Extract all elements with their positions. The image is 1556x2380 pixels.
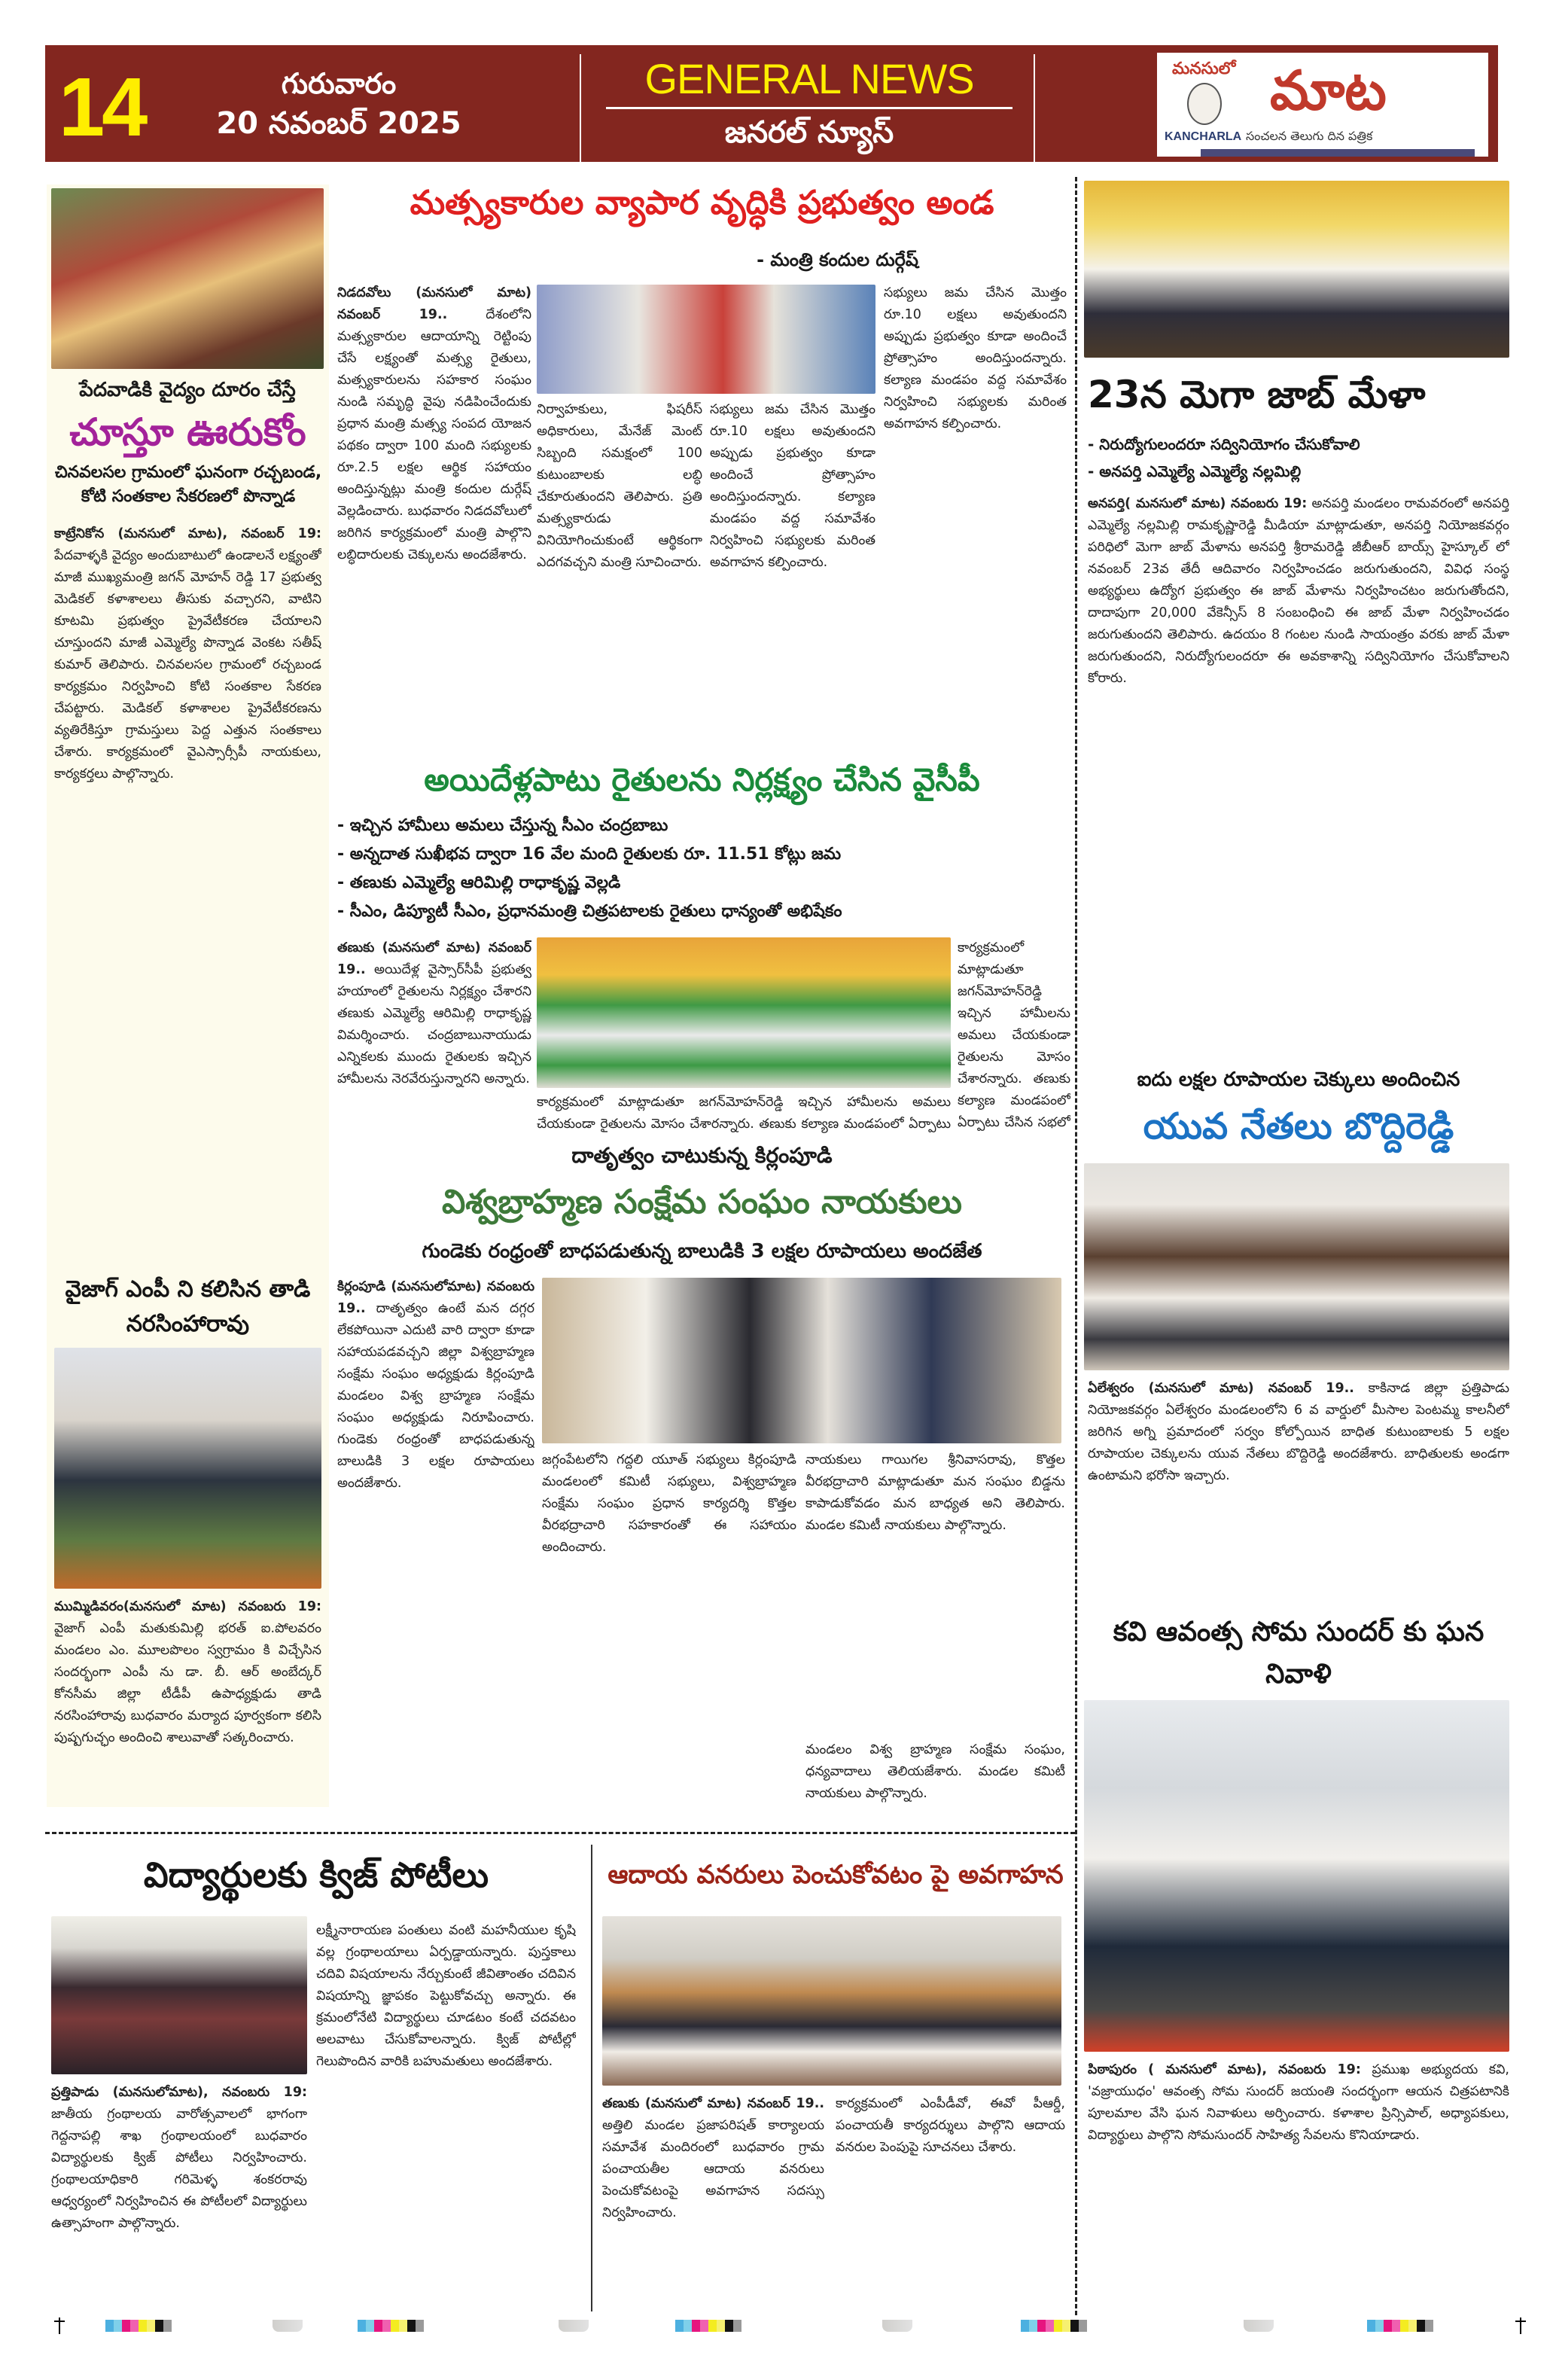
color-swatch <box>1062 2320 1070 2332</box>
jobmela-body-text: అనపర్తి మండలం రామవరంలో అనపర్తి ఎమ్మెల్యే నల్లమిల్లి రామకృష్ణారెడ్డి మీడియా మాట్లాడుతూ, అనపర్తి నియోజకవర్గం పరిధిలో మెగా జాబ్ మేళాను అనపర్తి శ్రీరామరెడ్డి జీబీఆర్ బాయ్స్ హైస్కూల్ లో నవంబర్ 23వ తేదీ ఆదివారం నిర్వహించడం జరుగుతుందని, వివిధ సంస్థ అభ్యర్థులు ఉద్యోగ ప్రభుత్వం ఈ జాబ్ మేళాను నిర్వహించటం జరుగుతోందని, దాదాపుగా 20,000 వేకెన్సీస్ 8 సంబంధించి ఈ జాబ్ మేళా నిర్వహించడం జరుగుతుందని తెలిపారు. ఉదయం 8 గంటల నుండి సాయంత్రం వరకు జాబ్ మేళా జరుగుతుందని, నిరుద్యోగులందరూ ఈ అవకాశాన్ని సద్వినియోగం చేసుకోవాలని కోరారు. <box>1088 496 1509 686</box>
farmers-photo-caption-text: కార్యక్రమంలో మాట్లాడుతూ జగన్‌మోహన్‌రెడ్డి ఇచ్చిన హామీలను అమలు చేయకుండా రైతులను మోసం చేశారన్నారు. తణుకు కల్యాణ మండపంలో ఏర్పాటు <box>537 1095 951 1132</box>
vishwabrahmana-photo <box>542 1278 1061 1443</box>
farmers-body-col1 <box>337 937 531 1133</box>
gray-patch <box>559 2320 589 2332</box>
color-swatch <box>114 2320 122 2332</box>
revenue-headline: ఆదాయ వనరులు పెంచుకోవటం పై అవగాహన <box>607 1860 1064 1890</box>
cheques-headline: యువ నేతలు బొద్దిరెడ్డి <box>1143 1105 1454 1147</box>
column-rule <box>591 1845 592 2311</box>
vishwabrahmana-dateline: కిర్లంపూడి (మనసులోమాట) నవంబరు 19.. <box>337 1279 534 1316</box>
color-swatch <box>407 2320 416 2332</box>
color-swatch <box>692 2320 700 2332</box>
section-title-rule <box>606 107 1012 109</box>
color-swatch <box>130 2320 139 2332</box>
column-divider <box>1075 177 1077 2315</box>
farmers-body-col2: కార్యక్రమంలో మాట్లాడుతూ జగన్‌మోహన్‌రెడ్డి ఇచ్చిన హామీలను అమలు చేయకుండా రైతులను మోసం చేశారన్నారు. తణుకు కల్యాణ మండపంలో ఏర్పాటు చేసిన సభలో <box>958 940 1070 1130</box>
color-bar <box>675 2320 741 2332</box>
color-swatch <box>416 2320 424 2332</box>
color-swatch <box>1070 2320 1079 2332</box>
color-swatch <box>1400 2320 1408 2332</box>
page-number: 14 <box>59 61 145 154</box>
color-swatch <box>374 2320 382 2332</box>
vizag-headline: వైజాగ్ ఎంపీ ని కలిసిన తాడి నరసింహారావు <box>65 1276 311 1337</box>
vishwabrahmana-body-col3: నాయకులు గాయిగల శ్రీనివాసరావు, కొత్తల వీరభద్రాచారి మాట్లాడుతూ మన సంఘం బిడ్డను కాపాడుకోవడం మన బాధ్యత అని తెలిపారు. మండల కమిటీ నాయకులు పాల్గొన్నారు. <box>805 1452 1065 1533</box>
cheques-photo <box>1084 1163 1509 1370</box>
logo-bar <box>1201 149 1475 157</box>
poet-headline: కవి ఆవంత్స సోమ సుందర్ కు ఘన నివాళి <box>1113 1617 1484 1690</box>
color-swatch <box>1054 2320 1062 2332</box>
issue-date: 20 నవంబర్ 2025 <box>216 106 461 141</box>
logo-brand: KANCHARLA <box>1165 130 1242 143</box>
color-swatch <box>1021 2320 1029 2332</box>
vishwabrahmana-body-col2: జగ్గంపేటలోని గద్దలి యూత్ సభ్యులు కిర్లంపూడి మండలంలో కమిటీ సభ్యులు, విశ్వబ్రాహ్మణ సంక్షేమ సంఘం ప్రధాన కార్యదర్శి కొత్తల వీరభద్రాచారి సహకారంతో ఈ సహాయం అందించారు. <box>542 1452 796 1555</box>
fishermen-body-col3: సభ్యులు జమ చేసిన మొత్తం రూ.10 లక్షలు అవుతుందని అప్పుడు ప్రభుత్వం కూడా అందించే ప్రోత్సాహం అందిస్తుందన్నారు. కల్యాణ మండపం వద్ద సమావేశం నిర్వహించి సభ్యులకు మరింత అవగాహన కల్పించారు. <box>884 285 1067 431</box>
color-swatch <box>139 2320 147 2332</box>
color-bar <box>358 2320 424 2332</box>
color-swatch <box>366 2320 374 2332</box>
color-swatch <box>1367 2320 1375 2332</box>
cheques-kicker: ఐదు లక్షల రూపాయల చెక్కులు అందించిన <box>1137 1068 1460 1091</box>
logo-tagline: సంచలన తెలుగు దిన పత్రిక <box>1246 129 1373 143</box>
vizag-body <box>54 1596 321 1815</box>
poet-photo <box>1084 1700 1509 2052</box>
quiz-headline: విద్యార్థులకు క్విజ్ పోటీలు <box>143 1854 489 1895</box>
vishwabrahmana-headline: విశ్వబ్రాహ్మణ సంక్షేమ సంఘం నాయకులు <box>442 1183 962 1221</box>
gray-patch <box>273 2320 303 2332</box>
quiz-photo <box>51 1916 307 2074</box>
vishwabrahmana-body-text: దాతృత్వం ఉంటే మన దగ్గర లేకపోయినా ఎదుటి వారి ద్వారా కూడా సహాయపడవచ్చని జిల్లా విశ్వబ్రాహ్మణ సంక్షేమ సంఘం అధ్యక్షుడు కిర్లంపూడి మండలం విశ్వ బ్రాహ్మణ సంక్షేమ సంఘం అధ్యక్షుడు నిరూపించారు. గుండెకు రంధ్రంతో బాధపడుతున్న బాలుడికి 3 లక్షల రూపాయలు అందజేశారు. <box>337 1301 534 1491</box>
color-swatch <box>1425 2320 1433 2332</box>
color-swatch <box>1046 2320 1054 2332</box>
fishermen-body-text: దేశంలోని మత్స్యకారుల ఆదాయాన్ని రెట్టింపు చేసే లక్ష్యంతో మత్స్య రైతులు, మత్స్యకారులను సహకార సంఘం నుండి సమృద్ధి వైపు నడిపించేందుకు ప్రధాన మంత్రి మత్స్య సంపద యోజన పథకం ద్వారా 100 మంది సభ్యులకు రూ.2.5 లక్షల ఆర్థిక సహాయం అందిస్తున్నట్లు మంత్రి కందుల దుర్గేష్ వెల్లడించారు. బుధవారం నిడదవోలులో జరిగిన కార్యక్రమంలో మంత్రి పాల్గొని లబ్ధిదారులకు చెక్కులను అందజేశారు. <box>337 307 531 562</box>
farmers-photo <box>537 937 951 1088</box>
section-title <box>591 54 1028 151</box>
fishermen-body-col2b: సభ్యులు జమ చేసిన మొత్తం రూ.10 లక్షలు అవుతుందని అప్పుడు ప్రభుత్వం కూడా అందించే ప్రోత్సాహం అందిస్తుందన్నారు. కల్యాణ మండపం వద్ద సమావేశం నిర్వహించి సభ్యులకు మరింత అవగాహన కల్పించారు. <box>710 402 875 570</box>
gray-patch <box>882 2320 912 2332</box>
healthcare-kicker: పేదవాడికి వైద్యం దూరం చేస్తే <box>79 379 296 401</box>
quiz-body-col2: లక్ష్మీనారాయణ పంతులు వంటి మహనీయుల కృషి వల్ల గ్రంథాలయాలు ఏర్పడ్డాయన్నారు. పుస్తకాలు చదివి విషయాలను నేర్చుకుంటే జీవితాంతం చదివిన విషయాన్ని జ్ఞాపకం పెట్టుకోవచ్చు అన్నారు. ఈ క్రమంలోనేటి విద్యార్థులు చూడటం కంటే చదవటం అలవాటు చేసుకోవాలన్నారు. క్విజ్ పోటీల్లో గెలుపొందిన వారికి బహుమతులు అందజేశారు. <box>316 1923 576 2069</box>
color-swatch <box>733 2320 741 2332</box>
color-swatch <box>105 2320 114 2332</box>
vishwabrahmana-kicker: దాతృత్వం చాటుకున్న కిర్లంపూడి <box>571 1143 833 1168</box>
fishermen-body-col1 <box>337 282 531 749</box>
color-swatch <box>717 2320 725 2332</box>
color-swatch <box>1375 2320 1384 2332</box>
poet-body-text: ప్రముఖ అభ్యుదయ కవి, 'వజ్రాయుధం' ఆవంత్స సోమ సుందర్ జయంతి సందర్భంగా ఆయన చిత్రపటానికి పూలమాల వేసి ఘన నివాళులు అర్పించారు. కళాశాల ప్రిన్సిపాల్, అధ్యాపకులు, విద్యార్థులు పాల్గొని సోమసుందర్ సాహిత్య సేవలను కొనియాడారు. <box>1088 2062 1509 2143</box>
fishermen-dateline: నిడదవోలు (మనసులో మాట) నవంబర్ 19.. <box>337 285 531 322</box>
healthcare-headline: చూస్తూ ఊరుకోం <box>69 410 306 454</box>
cheques-body-text: కాకినాడ జిల్లా ప్రత్తిపాడు నియోజకవర్గం ఏలేశ్వరం మండలంలోని 6 వ వార్డులో మీసాల పెంటమ్మ కాలనీలో జరిగిన అగ్ని ప్రమాదంలో సర్వం కోల్పోయిన బాధిత కుటుంబాలకు 5 లక్షల రూపాయల చెక్కులను యువ నేతలు బొద్దిరెడ్డి అందజేశారు. బాధితులకు అండగా ఉంటామని భరోసా ఇచ్చారు. <box>1088 1381 1509 1483</box>
section-divider <box>45 1832 1075 1834</box>
color-swatch <box>155 2320 163 2332</box>
color-swatch <box>1384 2320 1392 2332</box>
masthead <box>45 45 1498 162</box>
color-swatch <box>358 2320 366 2332</box>
gray-patch <box>1244 2320 1274 2332</box>
farmers-body-text: అయిదేళ్ల వైస్సార్‌సీపీ ప్రభుత్వ హయాంలో రైతులను నిర్లక్ష్యం చేశారని తణుకు ఎమ్మెల్యే ఆరిమిల్లి రాధాకృష్ణ విమర్శించారు. చంద్రబాబునాయుడు ఎన్నికలకు ముందు రైతులకు ఇచ్చిన హామీలను నెరవేరుస్తున్నారని అన్నారు. <box>337 962 531 1086</box>
cheques-dateline: ఏలేశ్వరం (మనసులో మాట) నవంబర్ 19.. <box>1088 1381 1354 1396</box>
jobmela-subheads <box>1088 431 1509 485</box>
color-swatch <box>382 2320 391 2332</box>
farmers-bullet: - తణుకు ఎమ్మెల్యే ఆరిమిల్లి రాధాకృష్ణ వెల్లడి <box>337 873 621 892</box>
color-swatch <box>708 2320 717 2332</box>
logo-title: మాట <box>1270 59 1387 122</box>
healthcare-body <box>54 523 321 1265</box>
jobmela-photo <box>1084 181 1509 358</box>
color-swatch <box>122 2320 130 2332</box>
color-swatch <box>675 2320 684 2332</box>
color-swatch <box>1029 2320 1037 2332</box>
quiz-body-col1 <box>51 2082 307 2311</box>
section-title-telugu: జనరల్ న్యూస్ <box>724 115 894 150</box>
logo-small-text: మనసులో <box>1172 59 1236 78</box>
color-swatch <box>399 2320 407 2332</box>
color-swatch <box>163 2320 172 2332</box>
masthead-divider <box>1034 54 1035 162</box>
registration-mark-icon <box>1515 2318 1526 2334</box>
color-swatch <box>147 2320 155 2332</box>
jobmela-subhead: - అనపర్తి ఎమ్మెల్యే ఎమ్మెల్యే నల్లమిల్లి <box>1088 462 1302 480</box>
farmers-bullet: - అన్నదాత సుఖీభవ ద్వారా 16 వేల మంది రైతులకు రూ. 11.51 కోట్లు జమ <box>337 845 842 864</box>
farmers-bullets <box>337 812 1071 926</box>
revenue-dateline: తణుకు (మనసులో మాట) నవంబర్ 19.. <box>602 2096 824 2111</box>
color-swatch <box>1408 2320 1417 2332</box>
weekday: గురువారం <box>281 67 397 100</box>
color-swatch <box>700 2320 708 2332</box>
date-block <box>181 65 497 145</box>
revenue-body-text: అత్తిలి మండల ప్రజాపరిషత్ కార్యాలయ సమావేశ మందిరంలో బుధవారం గ్రామ పంచాయతీల ఆదాయ వనరులు పెంచుకోవటంపై అవగాహన సదస్సు నిర్వహించారు. <box>602 2118 824 2220</box>
color-swatch <box>391 2320 399 2332</box>
color-bar <box>1021 2320 1087 2332</box>
color-swatch <box>1417 2320 1425 2332</box>
revenue-photo <box>602 1916 1061 2086</box>
healthcare-subhead: చినవలసల గ్రామంలో ఘనంగా రచ్చబండ, కోటి సంతకాల సేకరణలో పొన్నాడ <box>54 463 322 506</box>
founder-portrait-icon <box>1187 83 1222 125</box>
vizag-photo <box>54 1348 321 1589</box>
newspaper-logo[interactable] <box>1157 53 1488 157</box>
registration-mark-icon <box>54 2318 65 2334</box>
fishermen-body-col2: నిర్వాహకులు, ఫిషరీస్ అధికారులు, మేనేజ్ మెంట్ సిబ్బంది సమక్షంలో 100 కుటుంబాలకు లబ్ధి చేకూరుతుందని తెలిపారు. ప్రతి మత్స్యకారుడు వినియోగించుకుంటే ఆర్థికంగా ఎదగవచ్చని మంత్రి సూచించారు. <box>537 402 702 570</box>
color-bar <box>105 2320 172 2332</box>
vizag-body-text: వైజాగ్ ఎంపీ మతుకుమిల్లి భరత్ ఐ.పోలవరం మండలం ఎం. మూలపొలం స్వగ్రామం కి విచ్చేసిన సందర్భంగా ఎంపీ ను డా. బీ. ఆర్ అంబేద్కర్ కోనసీమ జిల్లా టీడీపీ ఉపాధ్యక్షుడు తాడి నరసింహారావు బుధవారం మర్యాద పూర్వకంగా కలిసి పుష్పగుచ్ఛం అందించి శాలువాతో సత్కరించారు. <box>54 1621 321 1745</box>
masthead-divider <box>580 54 581 162</box>
fishermen-photo <box>537 285 875 394</box>
jobmela-subhead: - నిరుద్యోగులందరూ సద్వినియోగం చేసుకోవాలి <box>1088 435 1360 453</box>
color-bar <box>1367 2320 1433 2332</box>
color-swatch <box>684 2320 692 2332</box>
healthcare-body-text: పేదవాళ్ళకి వైద్యం అందుబాటులో ఉండాలనే లక్ష్యంతో మాజీ ముఖ్యమంత్రి జగన్ మోహన్ రెడ్డి 17 ప్రభుత్వ మెడికల్ కళాశాలలు తీసుకు వచ్చారని, వాటిని కూటమి ప్రభుత్వం ప్రైవేటీకరణ చేయాలని చూస్తుందని మాజీ ఎమ్మెల్యే పొన్నాడ వెంకట సతీష్ కుమార్ తెలిపారు. చినవలసల గ్రామంలో రచ్చబండ కార్యక్రమం నిర్వహించి కోటి సంతకాల సేకరణ చేపట్టారు. మెడికల్ కళాశాలల ప్రైవేటీకరణను వ్యతిరేకిస్తూ గ్రామస్తులు పెద్ద ఎత్తున సంతకాలు చేశారు. కార్యక్రమంలో వైఎస్సార్సీపీ నాయకులు, కార్యకర్తలు పాల్గొన్నారు. <box>54 548 321 782</box>
vishwabrahmana-footer: మండలం విశ్వ బ్రాహ్మణ సంక్షేమ సంఘం, ధన్యవాదాలు తెలియజేశారు. మండల కమిటీ నాయకులు పాల్గొన్నారు. <box>805 1742 1065 1801</box>
color-swatch <box>1037 2320 1046 2332</box>
farmers-headline: అయిదేళ్లపాటు రైతులను నిర్లక్ష్యం చేసిన వైసీపీ <box>424 761 980 798</box>
vishwabrahmana-body-col1 <box>337 1276 534 1799</box>
poet-dateline: పిఠాపురం ( మనసులో మాట), నవంబరు 19: <box>1088 2062 1361 2077</box>
section-title-english: GENERAL NEWS <box>644 55 974 102</box>
quiz-body-text: జాతీయ గ్రంథాలయ వారోత్సవాలలో భాగంగా గెద్దనాపల్లి శాఖ గ్రంథాలయంలో బుధవారం విద్యార్థులకు క్విజ్ పోటీలు నిర్వహించారు. గ్రంథాలయాధికారి గరిమెళ్ళ శంకరరావు ఆధ్వర్యంలో నిర్వహించిన ఈ పోటీలలో విద్యార్థులు ఉత్సాహంగా పాల్గొన్నారు. <box>51 2107 307 2231</box>
farmers-dateline: తణుకు (మనసులో మాట) నవంబర్ 19.. <box>337 940 531 977</box>
healthcare-dateline: కాట్రేనికోన (మనసులో మాట), నవంబర్ 19: <box>54 526 321 541</box>
vishwabrahmana-subhead: గుండెకు రంధ్రంతో బాధపడుతున్న బాలుడికి 3 లక్షల రూపాయలు అందజేత <box>422 1240 982 1263</box>
poet-body <box>1088 2059 1509 2311</box>
color-swatch <box>725 2320 733 2332</box>
fishermen-headline: మత్స్యకారుల వ్యాపార వృద్ధికి ప్రభుత్వం అండ <box>410 184 994 222</box>
jobmela-body <box>1088 493 1509 1061</box>
quiz-dateline: ప్రత్తిపాడు (మనసులోమాట), నవంబరు 19: <box>51 2085 307 2100</box>
jobmela-headline: 23న మెగా జాబ్ మేళా <box>1088 373 1426 416</box>
farmers-bullet: - సీఎం, డిప్యూటీ సీఎం, ప్రధానమంత్రి చిత్రపటాలకు రైతులు ధాన్యంతో అభిషేకం <box>337 902 842 921</box>
healthcare-photo <box>51 188 324 369</box>
jobmela-dateline: అనపర్తి( మనసులో మాట) నవంబరు 19: <box>1088 496 1308 511</box>
fishermen-byline: - మంత్రి కందుల దుర్గేష్ <box>757 249 918 270</box>
vizag-dateline: ముమ్మిడివరం(మనసులో మాట) నవంబరు 19: <box>54 1599 321 1614</box>
farmers-bullet: - ఇచ్చిన హామీలు అమలు చేస్తున్న సీఎం చంద్రబాబు <box>337 816 668 835</box>
revenue-body-col2: కార్యక్రమంలో ఎంపీడీవో, ఈవో పీఆర్డీ, పంచాయతీ కార్యదర్శులు పాల్గొని ఆదాయ వనరుల పెంపుపై సూచనలు చేశారు. <box>836 2096 1065 2155</box>
color-swatch <box>1392 2320 1400 2332</box>
cheques-body <box>1088 1378 1509 1605</box>
revenue-body-col1 <box>602 2093 824 2311</box>
color-swatch <box>1079 2320 1087 2332</box>
